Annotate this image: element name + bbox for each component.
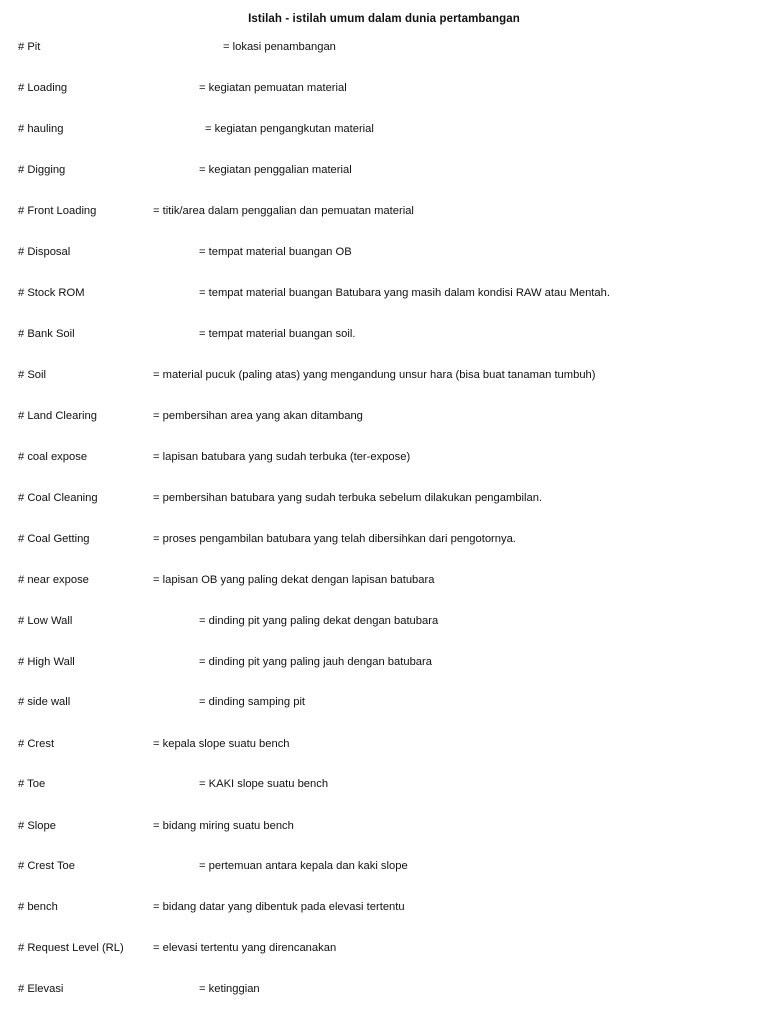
entry-term: # hauling [18, 123, 64, 135]
entry-term: # Low Wall [18, 615, 73, 627]
entry-definition: = material pucuk (paling atas) yang mengandung unsur hara (bisa buat tanaman tumbuh) [153, 369, 596, 381]
glossary-entry-elevasi [18, 982, 760, 996]
glossary-entry-stock-rom [18, 286, 760, 300]
document-title: Istilah - istilah umum dalam dunia pertambangan [248, 13, 520, 25]
glossary-entry-disposal [18, 245, 760, 259]
glossary-entry-crest-toe [18, 859, 760, 873]
entry-term: # near expose [18, 574, 89, 586]
entry-term: # side wall [18, 696, 71, 708]
entry-definition: = ketinggian [199, 983, 260, 995]
entry-definition: = pertemuan antara kepala dan kaki slope [199, 860, 408, 872]
glossary-entry-bank-soil [18, 327, 760, 341]
glossary-entry-loading [18, 81, 760, 95]
entry-definition: = tempat material buangan soil. [199, 328, 356, 340]
glossary-entry-toe [18, 777, 760, 791]
entry-term: # Stock ROM [18, 287, 85, 299]
entry-term: # Slope [18, 820, 56, 832]
entry-term: # Coal Cleaning [18, 492, 98, 504]
entry-definition: = lokasi penambangan [223, 41, 336, 53]
entry-definition: = dinding pit yang paling jauh dengan batubara [199, 656, 432, 668]
entry-term: # Crest Toe [18, 860, 76, 872]
entry-term: # Request Level (RL) [18, 942, 124, 954]
glossary-entry-low-wall [18, 614, 760, 628]
entry-term: # Loading [18, 82, 68, 94]
entry-definition: = titik/area dalam penggalian dan pemuatan material [153, 205, 414, 217]
entry-term: # High Wall [18, 656, 75, 668]
entry-term: # Bank Soil [18, 328, 75, 340]
glossary-entry-request-level [18, 941, 760, 955]
glossary-entry-coal-getting [18, 532, 760, 546]
entry-term: # Elevasi [18, 983, 64, 995]
glossary-entry-coal-expose [18, 450, 760, 464]
entry-term: # Disposal [18, 246, 71, 258]
entry-term: # Front Loading [18, 205, 97, 217]
entry-definition: = bidang miring suatu bench [153, 820, 294, 832]
glossary-entry-bench [18, 900, 760, 914]
entry-term: # Toe [18, 778, 46, 790]
entry-definition: = dinding pit yang paling dekat dengan batubara [199, 615, 439, 627]
entry-definition: = dinding samping pit [199, 696, 306, 708]
entry-term: # Land Clearing [18, 410, 97, 422]
entry-term: # bench [18, 901, 58, 913]
entry-definition: = tempat material buangan OB [199, 246, 352, 258]
entry-definition: = elevasi tertentu yang direncanakan [153, 942, 337, 954]
glossary-entry-side-wall [18, 695, 760, 709]
glossary-entry-land-clearing [18, 409, 760, 423]
glossary-entry-hauling [18, 122, 760, 136]
entry-term: # Digging [18, 164, 66, 176]
glossary-entry-pit [18, 40, 760, 54]
entry-definition: = bidang datar yang dibentuk pada elevasi tertentu [153, 901, 405, 913]
entry-definition: = kegiatan penggalian material [199, 164, 352, 176]
entry-definition: = tempat material buangan Batubara yang masih dalam kondisi RAW atau Mentah. [199, 287, 610, 299]
entry-definition: = proses pengambilan batubara yang telah dibersihkan dari pengotornya. [153, 533, 516, 545]
glossary-entry-high-wall [18, 655, 760, 669]
entry-definition: = pembersihan batubara yang sudah terbuka sebelum dilakukan pengambilan. [153, 492, 543, 504]
entry-term: # coal expose [18, 451, 88, 463]
entry-definition: = pembersihan area yang akan ditambang [153, 410, 363, 422]
entry-term: # Pit [18, 41, 41, 53]
entry-definition: = lapisan batubara yang sudah terbuka (ter-expose) [153, 451, 411, 463]
glossary-entry-coal-cleaning [18, 491, 760, 505]
glossary-entry-near-expose [18, 573, 760, 587]
entry-definition: = kepala slope suatu bench [153, 738, 290, 750]
glossary-entry-front-loading [18, 204, 760, 218]
glossary-entry-slope [18, 819, 760, 833]
glossary-entry-digging [18, 163, 760, 177]
glossary-entry-crest [18, 737, 760, 751]
entry-definition: = kegiatan pemuatan material [199, 82, 347, 94]
entry-term: # Soil [18, 369, 46, 381]
entry-definition: = kegiatan pengangkutan material [205, 123, 374, 135]
entry-term: # Coal Getting [18, 533, 90, 545]
entry-definition: = KAKI slope suatu bench [199, 778, 329, 790]
entry-term: # Crest [18, 738, 55, 750]
entry-definition: = lapisan OB yang paling dekat dengan lapisan batubara [153, 574, 435, 586]
glossary-entry-soil [18, 368, 760, 382]
